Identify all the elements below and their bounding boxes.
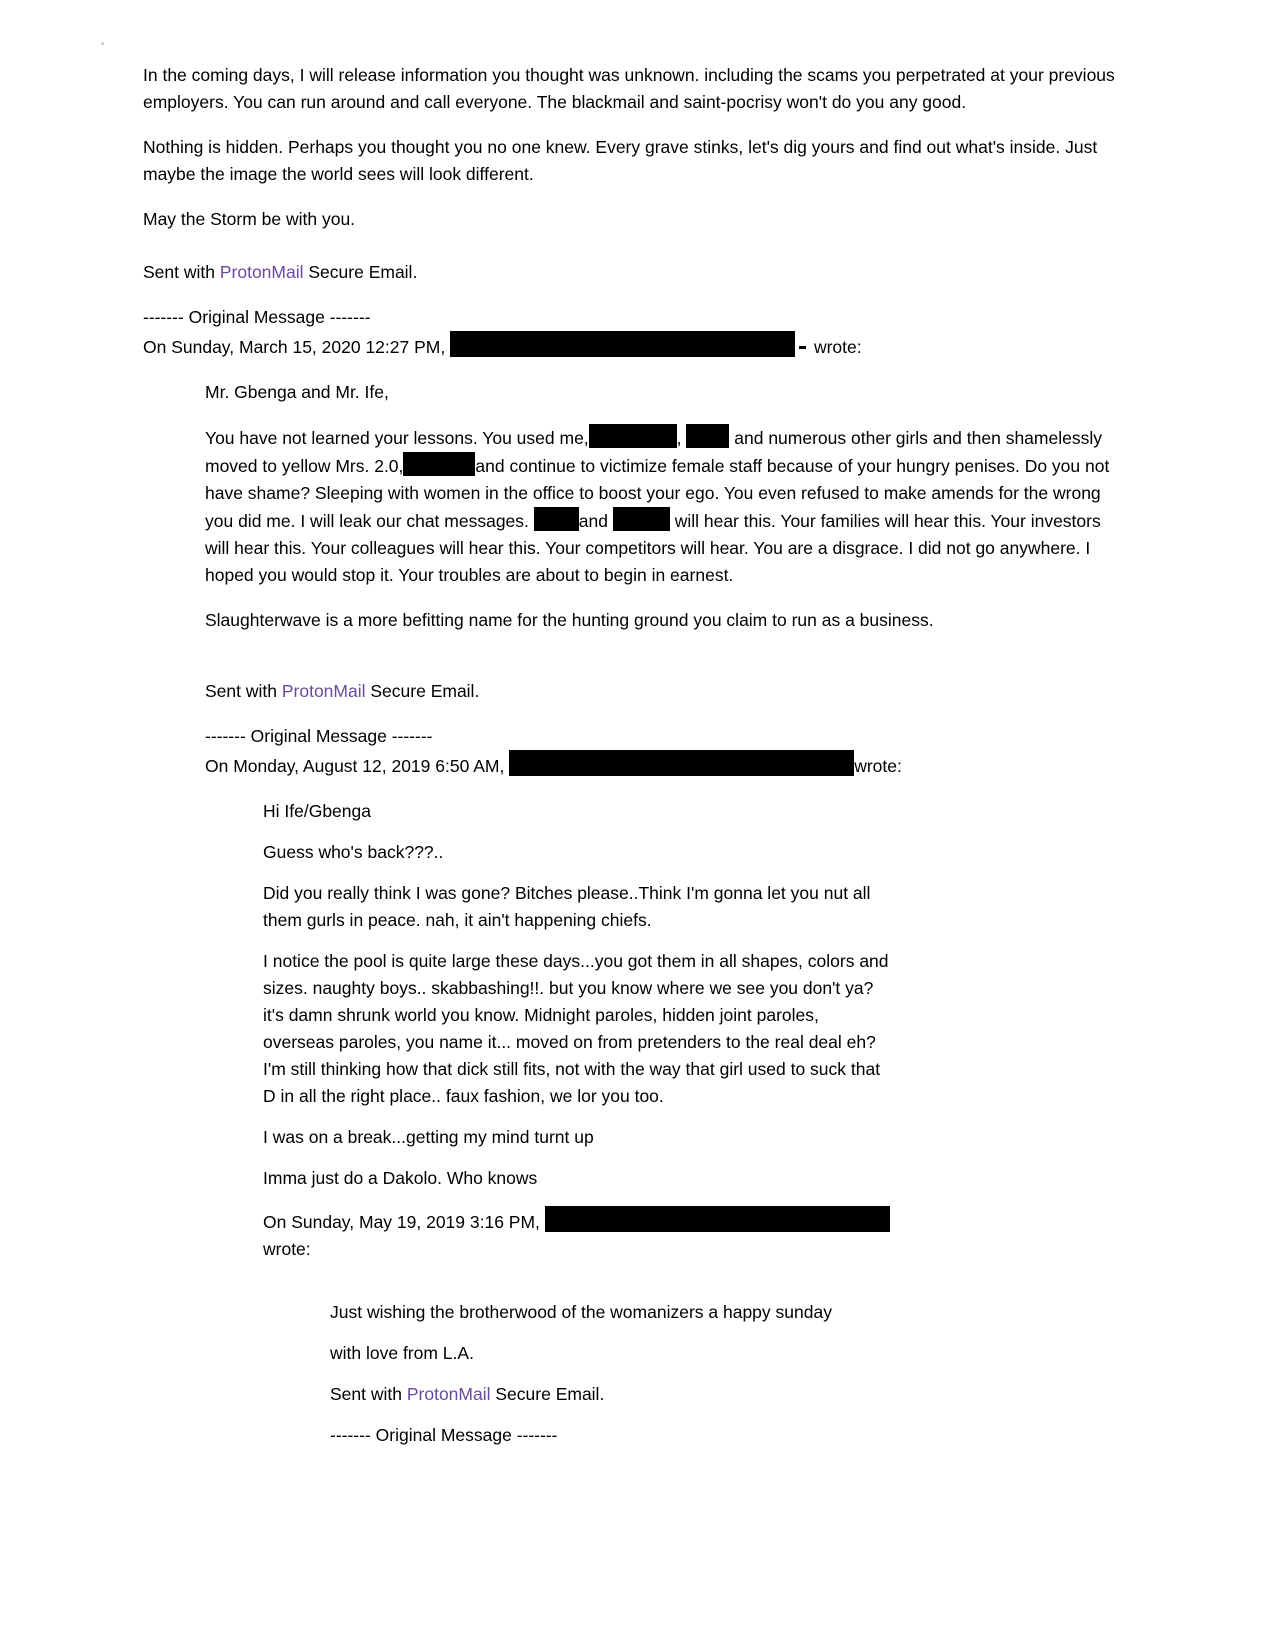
signature-text: Secure Email. — [365, 681, 480, 701]
quote-header-text: wrote: — [263, 1239, 311, 1259]
redacted-sender — [450, 331, 795, 357]
redacted-sender — [545, 1206, 890, 1232]
quote-header — [263, 1206, 893, 1263]
paragraph — [205, 424, 1118, 589]
signature-line — [143, 259, 1128, 286]
paragraph: Just wishing the brotherwood of the womanizers a happy sunday — [330, 1302, 832, 1322]
redacted-name — [589, 424, 677, 448]
paragraph: Guess who's back???.. — [263, 842, 444, 862]
quote-header-text: On Sunday, March 15, 2020 12:27 PM, — [143, 337, 451, 357]
protonmail-link[interactable]: ProtonMail — [281, 681, 366, 701]
redacted-name — [534, 507, 579, 531]
protonmail-link[interactable]: ProtonMail — [219, 262, 304, 282]
signature-text: Sent with — [143, 262, 220, 282]
signature-text: Sent with — [205, 681, 282, 701]
artifact-dot — [101, 42, 104, 45]
paragraph: Nothing is hidden. Perhaps you thought you no one knew. Every grave stinks, let's dig yours and find out what's inside. Just maybe the image the world sees will look different. — [143, 137, 1098, 184]
protonmail-link[interactable]: ProtonMail — [406, 1384, 491, 1404]
quoted-message-level3 — [263, 1299, 893, 1449]
body-text: and continue to victimize female staff because of your hungry penises. Do you not have shame? Sleeping with women in the office to boost your ego. You even refused to make amends for the wrong you did me. I will leak our chat messages. — [205, 456, 1110, 531]
quote-greeting: Hi Ife/Gbenga — [263, 801, 371, 821]
body-text: will hear this. Your families will hear this. Your investors will hear this. Your colleagues will hear this. Your competitors will hear. You are a disgrace. I did not go anywhere. I hoped you would stop it. Your troubles are about to begin in earnest. — [205, 511, 1101, 585]
quote-header-text: On Monday, August 12, 2019 6:50 AM, — [205, 756, 510, 776]
paragraph: I was on a break...getting my mind turnt up — [263, 1127, 594, 1147]
paragraph: Imma just do a Dakolo. Who knows — [263, 1168, 538, 1188]
body-text: , — [676, 428, 687, 448]
paragraph: In the coming days, I will release information you thought was unknown. including the scams you perpetrated at your previous employers. You can run around and call everyone. The blackmail and saint-pocrisy won't do you any good. — [143, 65, 1115, 112]
quote-greeting: Mr. Gbenga and Mr. Ife, — [205, 382, 389, 402]
original-message-divider: ------- Original Message ------- — [205, 726, 433, 746]
signature-line — [205, 678, 1118, 705]
body-text: You have not learned your lessons. You used me, — [205, 428, 589, 448]
quoted-message-level1 — [143, 379, 1128, 1449]
redacted-name — [403, 452, 475, 476]
original-message-divider: ------- Original Message ------- — [143, 307, 371, 327]
signature-text: Secure Email. — [490, 1384, 605, 1404]
signature-text: Secure Email. — [303, 262, 418, 282]
quote-header-text: wrote: — [854, 756, 902, 776]
quote-header-text: On Sunday, May 19, 2019 3:16 PM, — [263, 1212, 545, 1232]
body-text: and — [578, 511, 613, 531]
paragraph: Slaughterwave is a more befitting name for the hunting ground you claim to run as a business. — [205, 610, 934, 630]
quote-header-text: wrote: — [809, 337, 862, 357]
quoted-message-level2 — [205, 798, 1118, 1449]
signature-line — [330, 1381, 893, 1408]
quote-header — [143, 331, 1128, 361]
signature-text: Sent with — [330, 1384, 407, 1404]
redacted-sender — [509, 750, 854, 776]
paragraph: I notice the pool is quite large these days...you got them in all shapes, colors and sizes. naughty boys.. skabbashing!!. but you know where we see you don't ya? it's damn shrunk world you know. Midnight paroles, hidden joint paroles, overseas paroles, you name it... moved on from pretenders to the real deal eh? I'm still thinking how that dick still fits, not with the way that girl used to suck that D in all the right place.. faux fashion, we lor you too. — [263, 951, 889, 1106]
redacted-name — [613, 507, 670, 531]
paragraph: May the Storm be with you. — [143, 209, 356, 229]
paragraph: with love from L.A. — [330, 1343, 474, 1363]
redaction-remnant — [799, 346, 806, 349]
original-message-divider: ------- Original Message ------- — [330, 1425, 558, 1445]
redacted-name — [686, 424, 729, 448]
body-text: and numerous other girls and then shamelessly moved to yellow Mrs. 2.0, — [205, 428, 1102, 476]
quote-header — [205, 750, 1118, 780]
paragraph: Did you really think I was gone? Bitches please..Think I'm gonna let you nut all them gurls in peace. nah, it ain't happening chiefs. — [263, 883, 871, 930]
